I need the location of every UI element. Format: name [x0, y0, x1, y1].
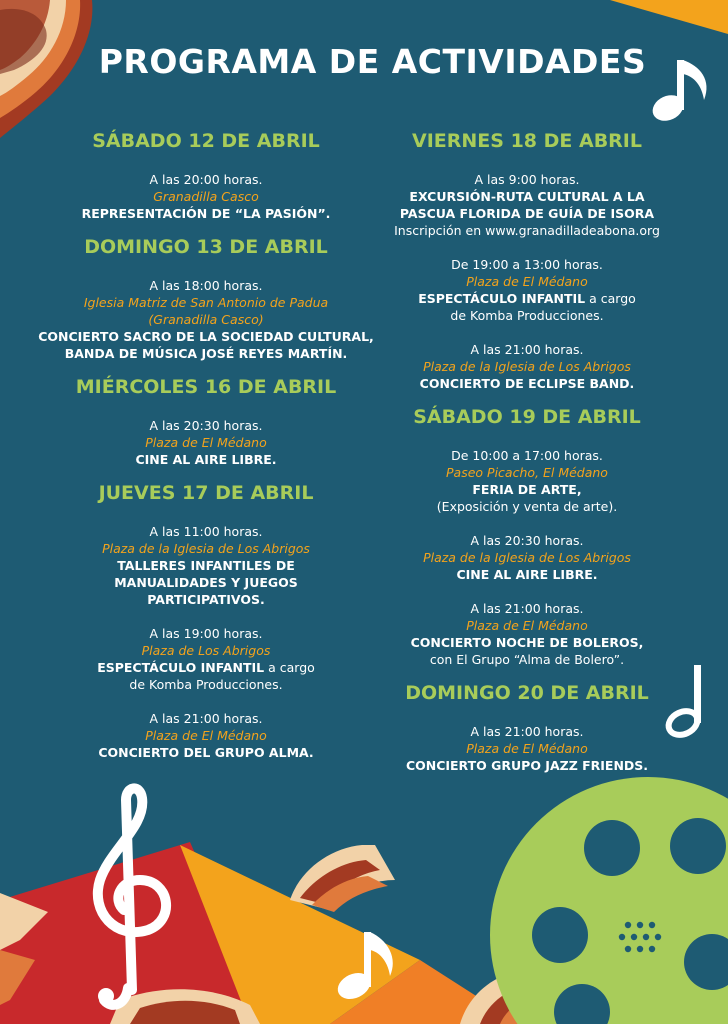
event-note: de Komba Producciones. [129, 677, 283, 692]
spacer [360, 430, 694, 447]
event-name-text: MANUALIDADES Y JUEGOS [114, 575, 298, 590]
event-name-text: CINE AL AIRE LIBRE. [456, 567, 598, 582]
spacer [30, 506, 382, 523]
event-name [30, 205, 382, 222]
day-heading: DOMINGO 20 DE ABRIL [405, 682, 649, 704]
event-name [30, 574, 382, 591]
event-note: de Komba Producciones. [450, 308, 604, 323]
day-heading: JUEVES 17 DE ABRIL [98, 482, 314, 504]
event-name [360, 634, 694, 651]
event-place: Plaza de la Iglesia de Los Abrigos [423, 550, 631, 565]
event-place: Granadilla Casco [153, 189, 259, 204]
event-time: A las 19:00 horas. [149, 626, 263, 641]
event-block [360, 723, 694, 774]
event-block [360, 171, 694, 239]
event-block [30, 171, 382, 222]
event-place: Plaza de Los Abrigos [141, 643, 271, 658]
event-name [360, 188, 694, 205]
spacer [360, 239, 694, 256]
event-place: Plaza de El Médano [145, 435, 267, 450]
event-time: A las 21:00 horas. [470, 342, 584, 357]
event-note: Inscripción en www.granadilladeabona.org [394, 223, 660, 238]
event-name [30, 328, 382, 345]
event-name-text: ESPECTÁCULO INFANTIL [97, 660, 265, 675]
event-name-text: EXCURSIÓN-RUTA CULTURAL A LA [409, 189, 645, 204]
event-place: Plaza de El Médano [145, 728, 267, 743]
event-block [360, 341, 694, 392]
spacer [360, 668, 694, 680]
day-heading: MIÉRCOLES 16 DE ABRIL [75, 376, 337, 398]
event-name-text: PARTICIPATIVOS. [147, 592, 265, 607]
right-column [360, 128, 694, 774]
event-name [360, 757, 694, 774]
event-name [360, 290, 694, 307]
event-time: A las 20:30 horas. [470, 533, 584, 548]
event-block [360, 532, 694, 583]
event-time: A las 11:00 horas. [149, 524, 263, 539]
event-name [30, 659, 382, 676]
event-time: A las 21:00 horas. [470, 601, 584, 616]
event-name-text: CONCIERTO NOCHE DE BOLEROS, [410, 635, 644, 650]
event-name [30, 557, 382, 574]
event-name-text: FERIA DE ARTE, [472, 482, 582, 497]
spacer [360, 324, 694, 341]
event-block [360, 256, 694, 324]
event-name-text: CONCIERTO SACRO DE LA SOCIEDAD CULTURAL, [38, 329, 374, 344]
spacer [30, 608, 382, 625]
event-time: A las 21:00 horas. [149, 711, 263, 726]
event-time: A las 21:00 horas. [470, 724, 584, 739]
event-block [360, 447, 694, 515]
left-column [30, 128, 382, 761]
spacer [30, 222, 382, 234]
day-heading: SÁBADO 12 DE ABRIL [92, 130, 320, 152]
event-name [30, 744, 382, 761]
event-name-text: BANDA DE MÚSICA JOSÉ REYES MARTÍN. [64, 346, 348, 361]
event-name-text: CONCIERTO GRUPO JAZZ FRIENDS. [405, 758, 649, 773]
spacer [360, 515, 694, 532]
event-name [30, 345, 382, 362]
event-block [30, 625, 382, 693]
event-name-text: ESPECTÁCULO INFANTIL [418, 291, 586, 306]
day-heading: SÁBADO 19 DE ABRIL [413, 406, 641, 428]
event-name-suffix: a cargo [264, 660, 315, 675]
event-block [30, 710, 382, 761]
spacer [30, 362, 382, 374]
event-name-text: PASCUA FLORIDA DE GUÍA DE ISORA [399, 206, 655, 221]
event-place: Paseo Picacho, El Médano [446, 465, 608, 480]
spacer [360, 583, 694, 600]
day-heading: VIERNES 18 DE ABRIL [412, 130, 642, 152]
event-note: (Exposición y venta de arte). [436, 499, 618, 514]
bottom-left-shapes [0, 842, 520, 1024]
event-name-text: CONCIERTO DEL GRUPO ALMA. [98, 745, 314, 760]
spacer [30, 154, 382, 171]
event-place: Plaza de la Iglesia de Los Abrigos [102, 541, 310, 556]
event-block [30, 523, 382, 608]
page-title: PROGRAMA DE ACTIVIDADES [98, 42, 647, 81]
event-time: A las 9:00 horas. [474, 172, 580, 187]
event-block [30, 277, 382, 362]
event-name-text: TALLERES INFANTILES DE [117, 558, 295, 573]
event-name [360, 481, 694, 498]
spacer [30, 260, 382, 277]
event-name-suffix: a cargo [585, 291, 636, 306]
spacer [30, 468, 382, 480]
event-time: A las 20:30 horas. [149, 418, 263, 433]
event-name [30, 451, 382, 468]
event-place: Plaza de El Médano [466, 274, 588, 289]
event-note: con El Grupo “Alma de Bolero”. [429, 652, 625, 667]
event-place: Plaza de la Iglesia de Los Abrigos [423, 359, 631, 374]
event-name [30, 591, 382, 608]
event-name [360, 375, 694, 392]
spacer [360, 706, 694, 723]
day-heading: DOMINGO 13 DE ABRIL [84, 236, 328, 258]
top-right-orange-shape [610, 0, 728, 34]
event-place: Iglesia Matriz de San Antonio de Padua [83, 295, 329, 310]
event-name [360, 205, 694, 222]
film-reel-icon [490, 777, 728, 1024]
event-time: De 10:00 a 17:00 horas. [451, 448, 603, 463]
spacer [30, 400, 382, 417]
event-name-text: CINE AL AIRE LIBRE. [135, 452, 277, 467]
event-time: De 19:00 a 13:00 horas. [451, 257, 603, 272]
spacer [360, 154, 694, 171]
spacer [360, 392, 694, 404]
event-name-text: CONCIERTO DE ECLIPSE BAND. [419, 376, 635, 391]
event-block [360, 600, 694, 668]
event-name-text: REPRESENTACIÓN DE “LA PASIÓN”. [81, 206, 331, 221]
event-time: A las 20:00 horas. [149, 172, 263, 187]
event-place: Plaza de El Médano [466, 618, 588, 633]
event-name [360, 566, 694, 583]
event-time: A las 18:00 horas. [149, 278, 263, 293]
event-block [30, 417, 382, 468]
event-place: (Granadilla Casco) [148, 312, 264, 327]
spacer [30, 693, 382, 710]
middle-bottom-swirl-art [290, 845, 395, 912]
event-place: Plaza de El Médano [466, 741, 588, 756]
